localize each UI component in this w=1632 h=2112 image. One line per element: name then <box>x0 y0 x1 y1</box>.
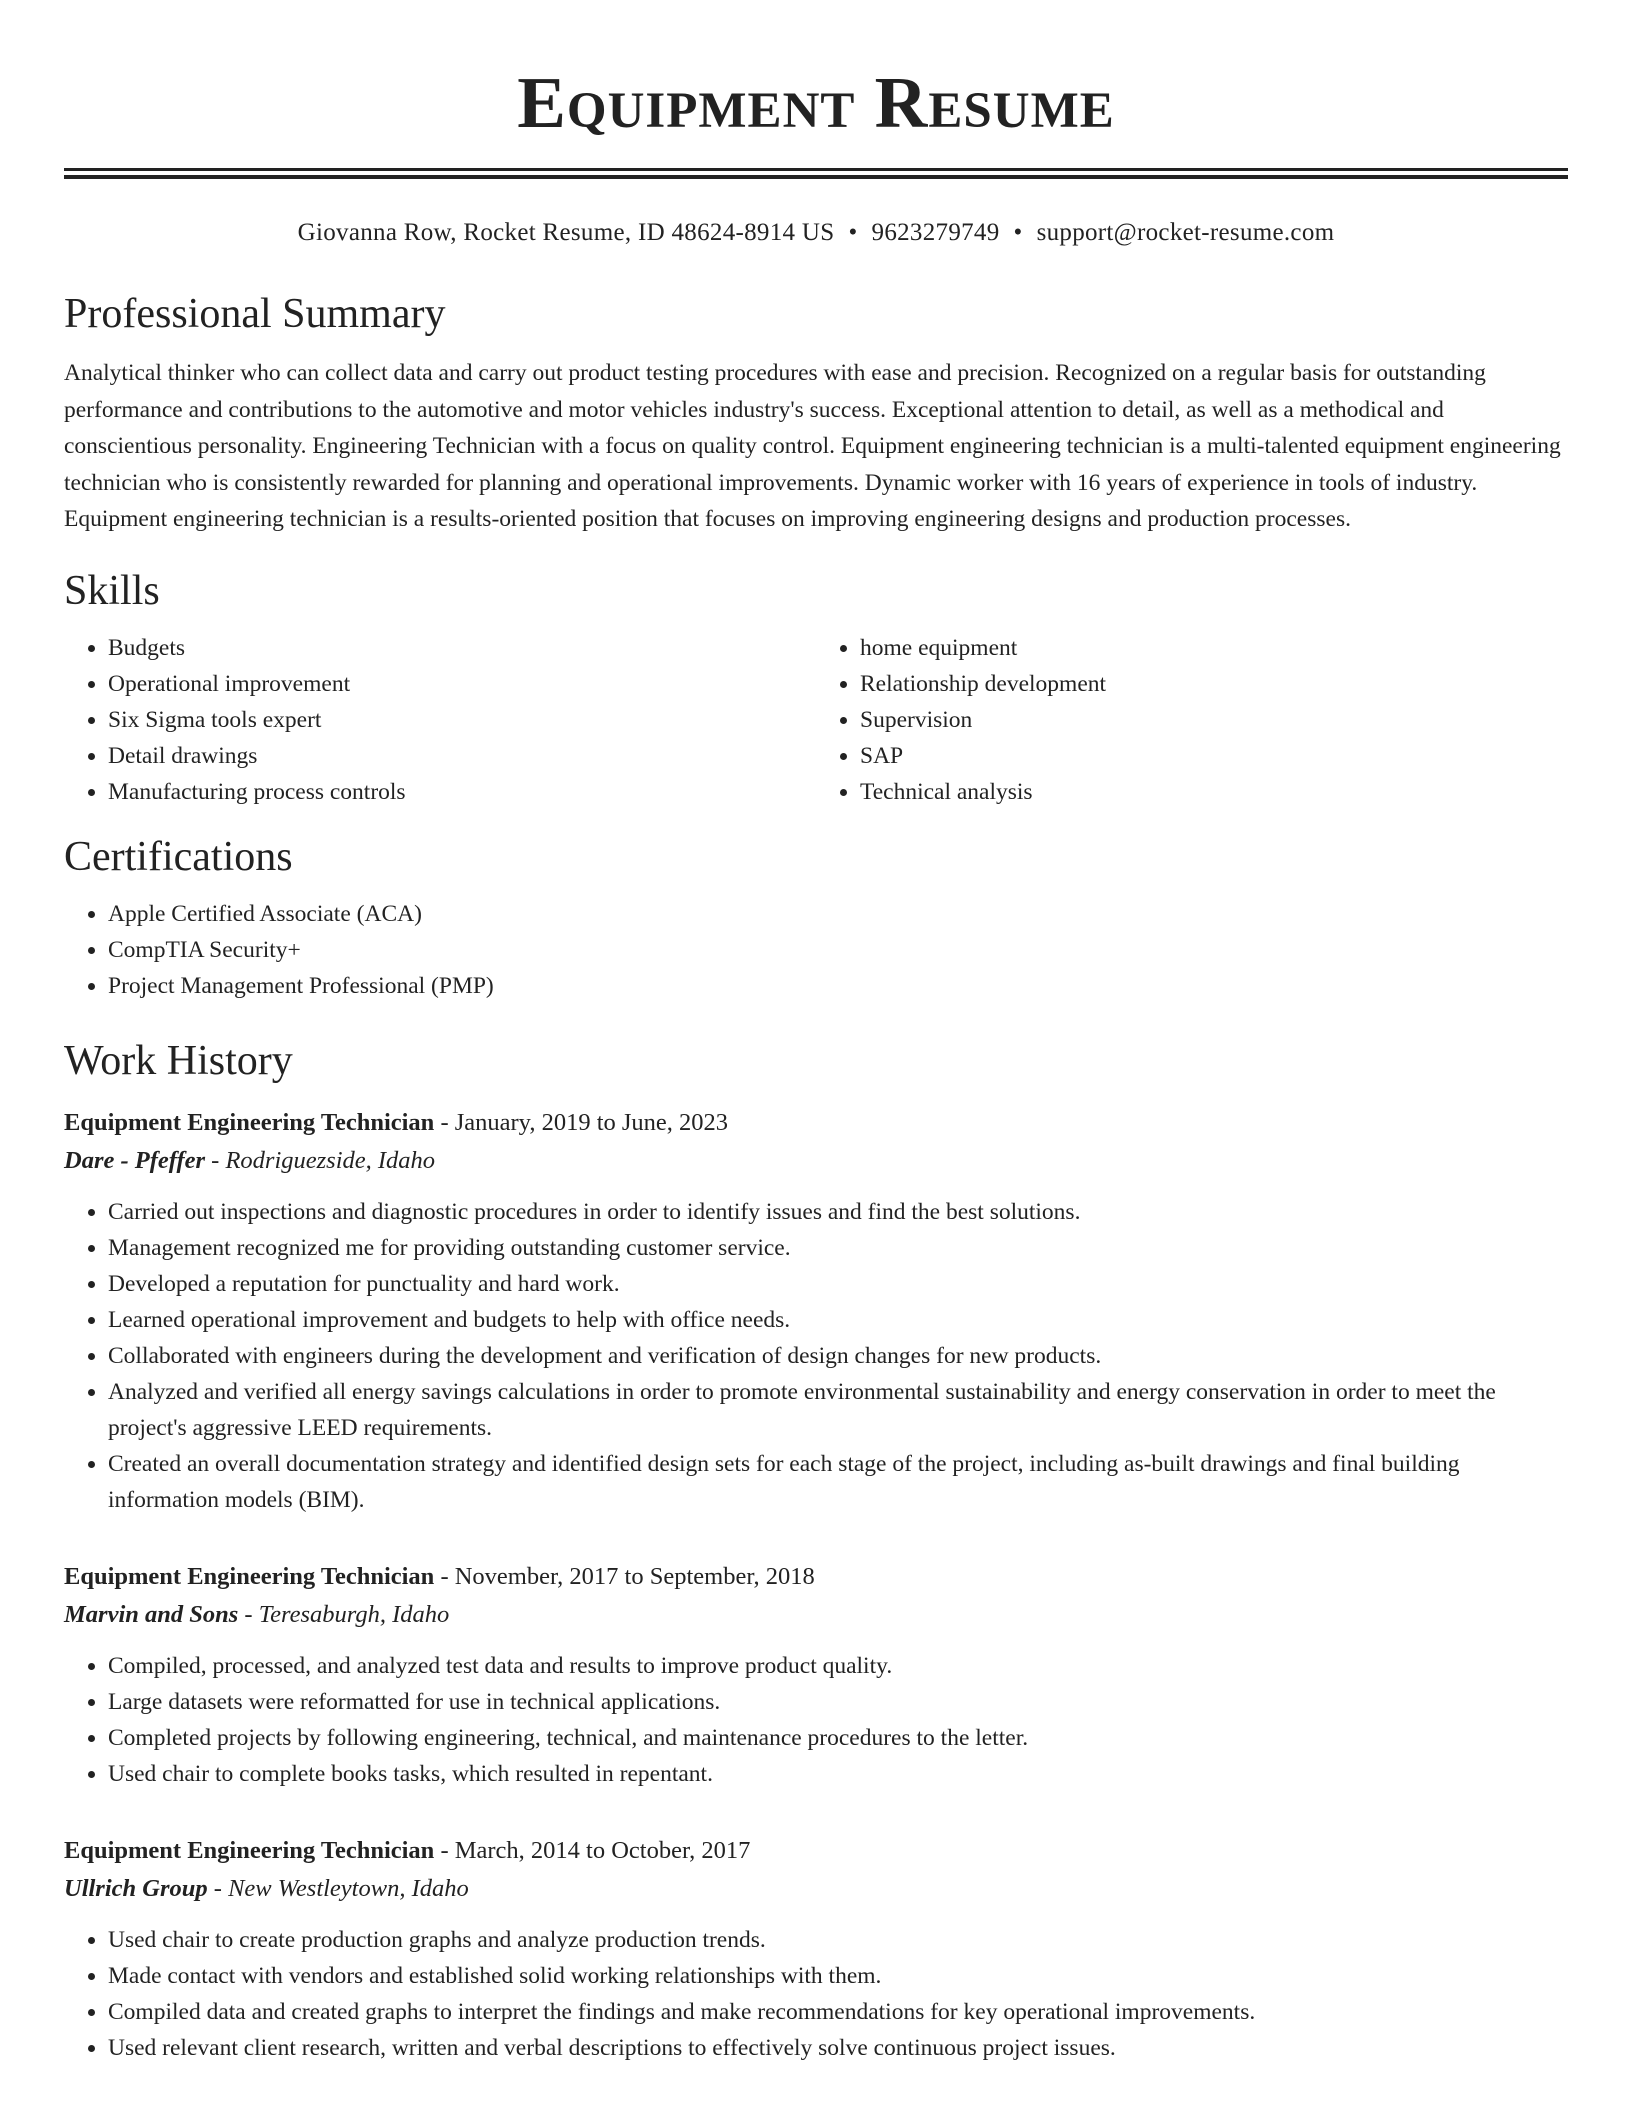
job-title-line: Equipment Engineering Technician - March, 2014 to October, 2017 <box>64 1836 751 1864</box>
job-bullet: • Management recognized me for providing outstanding customer service. <box>108 1230 1568 1266</box>
job-bullet: • Large datasets were reformatted for use in technical applications. <box>108 1684 1568 1720</box>
skills-list-right <box>816 630 1568 810</box>
summary-text: Analytical thinker who can collect data and carry out product testing procedures with ease and precision. Recognized on a regular basis for outstanding performance and contributions to the automotive and motor vehicles industry's success. Exceptional attention to detail, as well as a methodical and conscientious personality. Engineering Technician with a focus on quality control. Equipment engineering technician is a multi-talented equipment engineering technician who is consistently rewarded for planning and operational improvements. Dynamic worker with 16 years of experience in tools of industry. Equipment engineering technician is a results-oriented position that focuses on improving engineering designs and production processes. <box>64 360 1561 532</box>
job-bullet: • Used chair to complete books tasks, which resulted in repentant. <box>108 1756 1568 1792</box>
skill-item: • Supervision <box>860 702 1568 738</box>
job-location: Rodriguezside, Idaho <box>225 1146 436 1174</box>
job-title-line: Equipment Engineering Technician - November, 2017 to September, 2018 <box>64 1562 815 1590</box>
job-title: Equipment Engineering Technician <box>64 1836 435 1864</box>
certifications-heading: Certifications <box>64 833 293 880</box>
resume-page <box>64 0 1568 2066</box>
contact-email[interactable]: support@rocket-resume.com <box>1036 219 1335 246</box>
skill-item: • Manufacturing process controls <box>108 774 816 810</box>
certification-item: • Project Management Professional (PMP) <box>108 968 1568 1004</box>
job-bullet: • Learned operational improvement and budgets to help with office needs. <box>108 1302 1568 1338</box>
job-dates: January, 2019 to June, 2023 <box>454 1108 729 1136</box>
job-location: Teresaburgh, Idaho <box>258 1600 450 1628</box>
job-bullet: • Used relevant client research, written and verbal descriptions to effectively solve continuous project issues. <box>108 2030 1568 2066</box>
skills-columns <box>64 630 1568 810</box>
skills-list-left <box>64 630 816 810</box>
certification-item: • Apple Certified Associate (ACA) <box>108 896 1568 932</box>
job-entry <box>64 1832 1568 2066</box>
job-dates: March, 2014 to October, 2017 <box>454 1836 751 1864</box>
job-bullet: • Made contact with vendors and established solid working relationships with them. <box>108 1958 1568 1994</box>
contact-line <box>64 217 1568 249</box>
job-title-line: Equipment Engineering Technician - January, 2019 to June, 2023 <box>64 1108 729 1136</box>
certification-item: • CompTIA Security+ <box>108 932 1568 968</box>
certifications-list <box>64 896 1568 1004</box>
page-title: Equipment Resume <box>517 62 1115 143</box>
job-bullets <box>64 1194 1568 1518</box>
contact-phone: 9623279749 <box>871 219 1000 246</box>
job-bullet: • Completed projects by following engineering, technical, and maintenance procedures to the letter. <box>108 1720 1568 1756</box>
job-dates: November, 2017 to September, 2018 <box>454 1562 815 1590</box>
skill-item: • Technical analysis <box>860 774 1568 810</box>
job-title: Equipment Engineering Technician <box>64 1562 435 1590</box>
job-company-line: Dare - Pfeffer - Rodriguezside, Idaho <box>64 1146 436 1174</box>
skill-item: • Detail drawings <box>108 738 816 774</box>
contact-separator: • <box>1013 219 1023 246</box>
contact-address: Giovanna Row, Rocket Resume, ID 48624-8914 US <box>297 219 835 246</box>
job-company: Marvin and Sons <box>64 1600 239 1628</box>
job-bullet: • Compiled data and created graphs to interpret the findings and make recommendations for key operational improvements. <box>108 1994 1568 2030</box>
job-company-line: Ullrich Group - New Westleytown, Idaho <box>64 1874 469 1902</box>
skill-item: • Relationship development <box>860 666 1568 702</box>
skill-item: • Operational improvement <box>108 666 816 702</box>
work-history-heading: Work History <box>64 1037 293 1084</box>
job-title: Equipment Engineering Technician <box>64 1108 435 1136</box>
skill-item: • home equipment <box>860 630 1568 666</box>
job-entry <box>64 1104 1568 1518</box>
job-bullet: • Analyzed and verified all energy savings calculations in order to promote environmental sustainability and energy conservation in order to meet the project's aggressive LEED requirements. <box>108 1374 1568 1446</box>
job-bullet: • Developed a reputation for punctuality and hard work. <box>108 1266 1568 1302</box>
skills-heading: Skills <box>64 567 160 614</box>
job-bullets <box>64 1922 1568 2066</box>
job-bullet: • Collaborated with engineers during the development and verification of design changes for new products. <box>108 1338 1568 1374</box>
job-bullet: • Carried out inspections and diagnostic procedures in order to identify issues and find the best solutions. <box>108 1194 1568 1230</box>
job-company: Ullrich Group <box>64 1874 208 1902</box>
job-entry <box>64 1558 1568 1792</box>
job-bullets <box>64 1648 1568 1792</box>
skill-item: • SAP <box>860 738 1568 774</box>
job-bullet: • Used chair to create production graphs and analyze production trends. <box>108 1922 1568 1958</box>
skill-item: • Six Sigma tools expert <box>108 702 816 738</box>
job-bullet: • Compiled, processed, and analyzed test data and results to improve product quality. <box>108 1648 1568 1684</box>
job-company-line: Marvin and Sons - Teresaburgh, Idaho <box>64 1600 450 1628</box>
job-bullet: • Created an overall documentation strategy and identified design sets for each stage of the project, including as-built drawings and final building information models (BIM). <box>108 1446 1568 1518</box>
job-location: New Westleytown, Idaho <box>228 1874 469 1902</box>
summary-heading: Professional Summary <box>64 291 446 337</box>
contact-separator: • <box>848 219 858 246</box>
skill-item: • Budgets <box>108 630 816 666</box>
job-company: Dare - Pfeffer <box>64 1146 206 1174</box>
title-divider <box>64 168 1568 179</box>
